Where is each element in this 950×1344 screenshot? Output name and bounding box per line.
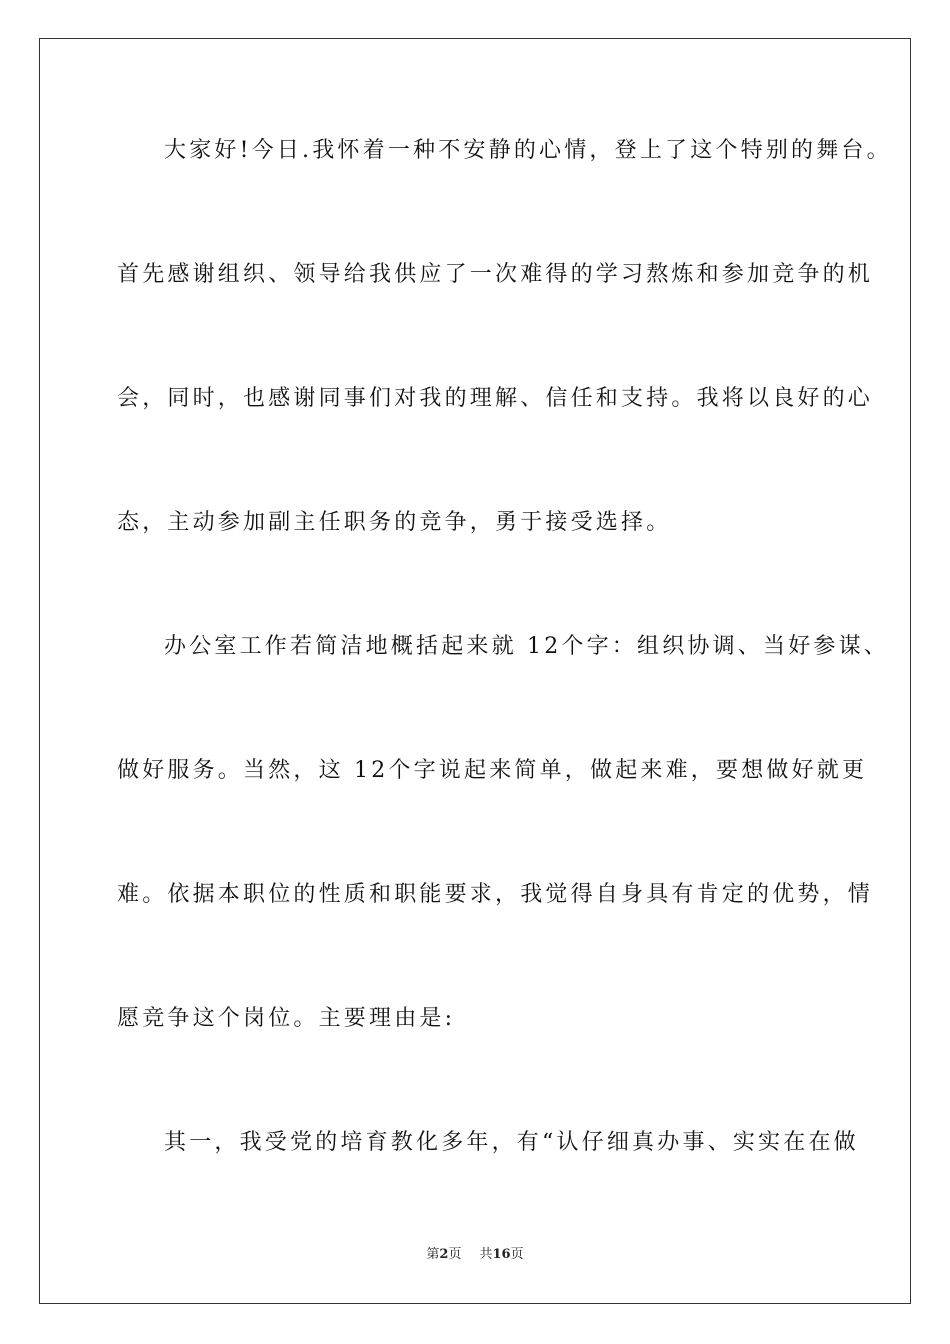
- page-border: [39, 38, 911, 1304]
- total-prefix: 共: [479, 1247, 493, 1262]
- paragraph-line: 大家好!今日.我怀着一种不安静的心情，登上了这个特别的舞台。: [164, 138, 892, 163]
- paragraph-line: 会，同时，也感谢同事们对我的理解、信任和支持。我将以良好的心: [117, 386, 874, 411]
- page-suffix: 页: [448, 1247, 462, 1262]
- page-footer: [0, 1246, 950, 1264]
- paragraph-line: 其一，我受党的培育教化多年，有“认仔细真办事、实实在在做: [164, 1130, 859, 1155]
- page-number-indicator: [426, 1247, 461, 1262]
- total-number: 16: [492, 1247, 511, 1262]
- paragraph-line: 愿竞争这个岗位。主要理由是:: [117, 1006, 456, 1031]
- paragraph-line: 首先感谢组织、领导给我供应了一次难得的学习熬炼和参加竞争的机: [117, 262, 874, 287]
- total-pages-indicator: [479, 1247, 523, 1262]
- paragraph-line: 办公室工作若简洁地概括起来就 12个字：组织协调、当好参谋、: [164, 634, 889, 659]
- paragraph-line: 态，主动参加副主任职务的竞争，勇于接受选择。: [117, 510, 672, 535]
- page-number: 2: [439, 1247, 449, 1262]
- paragraph-line: 难。依据本职位的性质和职能要求，我觉得自身具有肯定的优势，情: [117, 882, 874, 907]
- total-suffix: 页: [510, 1247, 524, 1262]
- page-prefix: 第: [426, 1247, 440, 1262]
- paragraph-line: 做好服务。当然，这 12个字说起来简单，做起来难，要想做好就更: [117, 758, 868, 783]
